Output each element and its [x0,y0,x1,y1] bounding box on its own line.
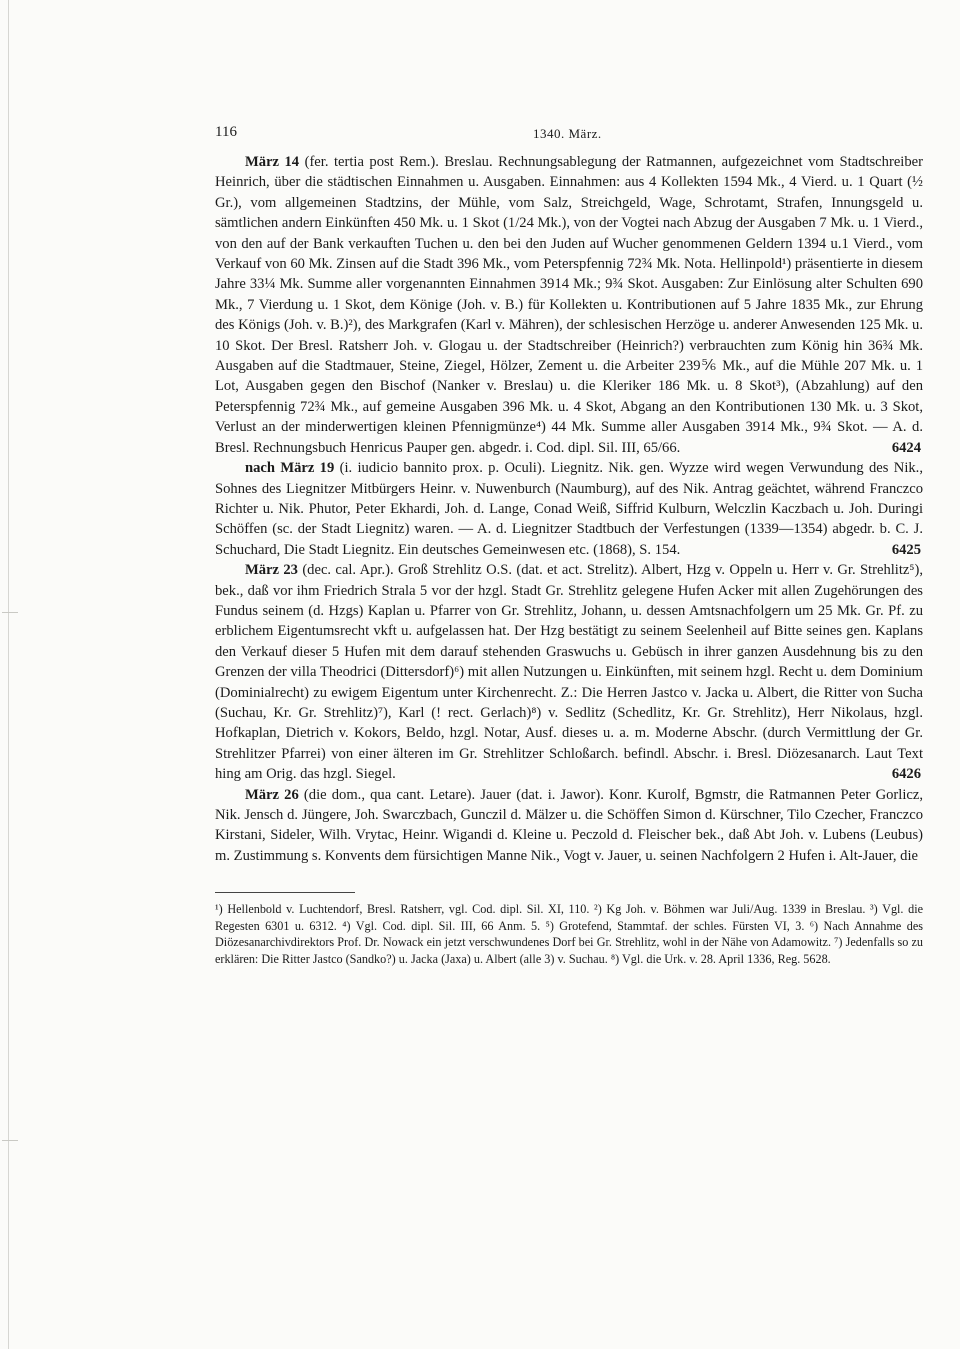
page-number: 116 [215,124,237,140]
entry-text: (die dom., qua cant. Letare). Jauer (dat. i. Jawor). Konr. Kurolf, Bgmstr, die Ratmannen Peter Gorlicz, Nik. Jensch d. Jüngere, Joh. Swarczbach, Gunczil d. Mälzer u. die Schöffen Simon d. Kürschner, Tilo Czecher, Franczco Kirstani, Sideler, Wilh. Vrytac, Heinr. Wigandi d. Kleine u. Peczold d. Fleischer bek., daß Abt Joh. v. Lubens (Leubus) m. Zustimmung s. Konvents dem fürsichtigen Manne Nik., Vogt v. Jauer, u. seinen Nachfolgern 2 Hufen i. Alt-Jauer, die [215,786,923,864]
entry-source: — A. d. Liegnitzer Stadtbuch der Verfestungen (1339—1354) abgedr. b. C. J. Schuchard, Die Stadt Liegnitz. Ein deutsches Gemeinwesen etc. (1868), S. 154. [215,521,923,558]
regest-entry [215,560,923,784]
footnotes: ¹) Hellenbold v. Luchtendorf, Bresl. Ratsherr, vgl. Cod. dipl. Sil. XI, 110. ²) Kg Joh. v. Böhmen war Juli/Aug. 1339 in Breslau. ³) Vgl. die Regesten 6301 u. 6312. ⁴) Vgl. Cod. dipl. Sil. III, 66 Anm. 5. ⁵) Grotefend, Stammtaf. der schles. Fürsten VI, 3. ⁶) Nach Annahme des Diözesanarchivdirektors Prof. Dr. Nowack ein jetzt verschwundenes Dorf bei Gr. Strehlitz, wohl in der Nähe von Adamowitz. ⁷) Jedenfalls so zu erklären: Die Ritter Jastco (Sandko?) u. Jacka (Jaxa) u. Albert (alle 3) v. Suchau. ⁸) Vgl. die Urk. v. 28. April 1336, Reg. 5628. [215,902,923,966]
entry-date: März 23 [245,562,298,579]
entry-date: nach März 19 [245,460,335,477]
regesta-body [215,152,923,866]
regest-entry [215,785,923,867]
scan-mark [2,612,18,613]
entry-number: 6425 [891,541,921,558]
entry-number: 6426 [891,766,921,783]
running-title: 1340. März. [533,126,602,141]
scan-mark [2,1140,18,1141]
scan-edge-line [8,0,9,1349]
page-header [215,118,923,142]
document-page [215,118,923,968]
entry-date: März 26 [245,786,299,803]
entry-number: 6424 [891,439,921,456]
regest-entry [215,458,923,560]
entry-text: (dec. cal. Apr.). Groß Strehlitz O.S. (dat. et act. Strelitz). Albert, Hzg v. Oppeln u. Herr v. Gr. Strehlitz⁵), bek., daß vor ihm Friedrich Strala 5 vor der hzgl. Stadt Gr. Strehlitz gelegene Hufen Acker mit allen Zugehörungen des Fundus seinem (d. Hzgs) Kaplan u. Pfarrer von Gr. Strehlitz, Johann, u. dessen Amtsnachfolgern um 25 Mk. Gr. Pf. zu erblichem Eigentumsrecht vkft u. aufgelassen hat. Der Hzg bestätigt zu seinem Seelenheil auf Bitte seines gen. Kaplans den Verkauf dieser 5 Hufen mit dem darauf stehenden Graswuchs u. Gebüsch in ihrer ganzen Ausdehnung bis zu den Grenzen der villa Theodrici (Dittersdorf)⁶) mit allen Nutzungen u. Einkünften, mit seinem hzgl. Recht u. dem Dominium (Dominialrecht) zu ewigem Eigentum unter Kirchenrecht. Z.: Die Herren Jastco v. Jacka u. Albert, die Ritter von Sucha (Suchau, Kr. Gr. Strehlitz)⁷), Karl (! rect. Gerlach)⁸) v. Sedlitz (Schedlitz, Kr. Gr. Strehlitz), Herr Nikolaus, hzgl. Hofkaplan, Dietrich v. Kokors, Beldo, hzgl. Notar, Ausf. dieses u. a. m. Moderne Abschr. (durch Vermittlung der Gr. Strehlitzer Pfarrei) von einer älteren im Gr. Strehlitzer Schloßarch. befindl. Abschr. i. Bresl. Diözesanarch. Laut Text hing am Orig. das hzgl. Siegel. [215,562,923,783]
footnote-rule [215,892,355,893]
entry-text: (fer. tertia post Rem.). Breslau. Rechnungsablegung der Ratmannen, aufgezeichnet vom Stadtschreiber Heinrich, über die städtischen Einnahmen u. Ausgaben. Einnahmen: aus 4 Kollekten 1594 Mk., 4 Vierd. u. 1 Quart (½ Gr.), vom allgemeinen Stadtzins, der Mühle, vom Salz, Streichgeld, Wage, Schrotamt, Strafen, Innungsgeld u. sämtlichen andern Einkünften 450 Mk. u. 1 Skot (1/24 Mk.), von der Vogtei nach Abzug der Ausgaben 7 Mk. u. 1 Vierd., von den auf der Bank verkauften Tuchen u. den bei den Juden auf Wucher genommenen Geldern 1394 u.1 Vierd., vom Verkauf von 60 Mk. Zinsen auf die Stadt 396 Mk., vom Peterspfennig 72¾ Mk. Nota. Hellinpold¹) präsentierte in diesem Jahre 33¼ Mk. Summe aller vorgenannten Einnahmen 3914 Mk.; 9¾ Skot. Ausgaben: Zur Einlösung alter Schulten 690 Mk., 7 Vierdung u. 1 Skot, dem Könige (Joh. v. B.) für Kollekten u. Kontributionen auf 5 Jahre 1835 Mk., zur Ehrung des Königs (Joh. v. B.)²), des Markgrafen (Karl v. Mähren), der schlesischen Herzöge u. anderer Anwesenden 125 Mk. u. 10 Skot. Der Bresl. Ratsherr Joh. v. Glogau u. der Stadtschreiber (Heinrich?) verbrauchten zum König hin 36¾ Mk. Ausgaben auf die Stadtmauer, Steine, Ziegel, Hölzer, Zement u. die Arbeiter 239⅚ Mk., auf die Mühle 207 Mk. u. 1 Lot, Ausgaben gegen den Bischof (Nanker v. Breslau) u. die Kleriker 186 Mk. u. 8 Skot³), (Abzahlung) auf den Peterspfennig 72¾ Mk., auf gemeine Ausgaben 396 Mk. u. 4 Skot, Abgang an den Kontributionen 130 Mk. u. 3 Skot, Verlust an der minderwertigen kleinen Pfennigmünze⁴) 44 Mk. Summe aller Ausgaben 3914 Mk., 9¾ Skot. [215,154,923,436]
regest-entry [215,152,923,458]
entry-date: März 14 [245,154,300,170]
entry-text: (i. iudicio bannito prox. p. Oculi). Liegnitz. Nik. gen. Wyzze wird wegen Verwundung des Nik., Sohnes des Liegnitzer Mitbürgers Heinr. v. Nuwenburch (Naumburg), auf des Nik. Antrag geächtet, während Franczco Richter u. Nik. Phutor, Peter Ekhardi, Joh. d. Lange, Conad Weiß, Siffrid Kulburn, Welczlin Kaczbach u. Joh. Duringi Schöffen (sc. der Stadt Liegnitz) waren. [215,460,923,538]
entry-source: — A. d. Bresl. Rechnungsbuch Henricus Pauper gen. abgedr. i. Cod. dipl. Sil. III, 65/66. [215,419,923,456]
